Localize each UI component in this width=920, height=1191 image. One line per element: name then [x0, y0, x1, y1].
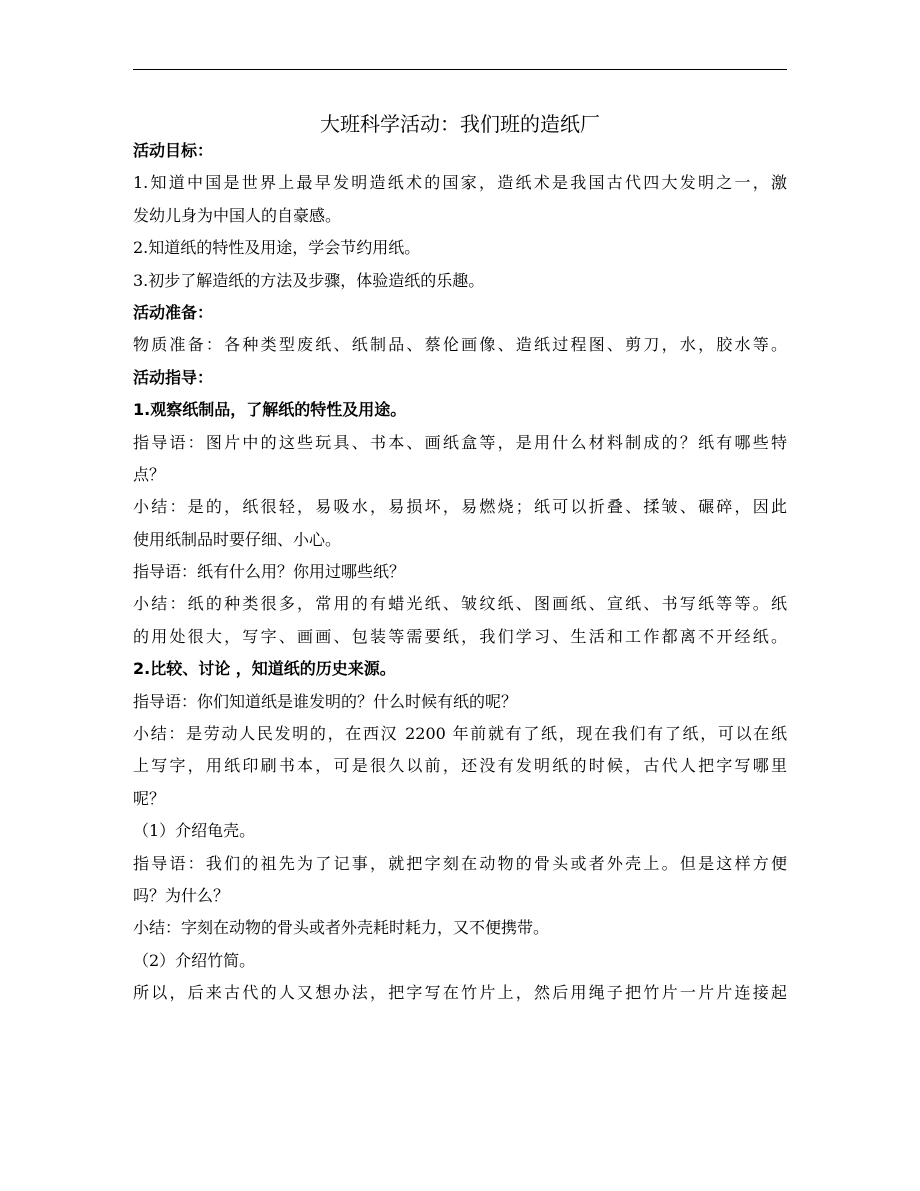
body-text-line: 指导语：纸有什么用？你用过哪些纸？: [133, 562, 406, 582]
body-text-line: 指导语：我们的祖先为了记事，就把字刻在动物的骨头或者外壳上。但是这样方便: [133, 853, 787, 873]
document-title: 大班科学活动：我们班的造纸厂: [320, 112, 600, 136]
body-text-line: 小结：字刻在动物的骨头或者外壳耗时耗力，又不便携带。: [133, 918, 550, 938]
section-heading: 1.观察纸制品，了解纸的特性及用途。: [133, 400, 407, 420]
body-text-line: 小结：是劳动人民发明的，在西汉 2200 年前就有了纸，现在我们有了纸，可以在纸: [133, 724, 787, 744]
document-body: [133, 135, 787, 1010]
section-heading: 活动目标：: [133, 141, 214, 160]
section-heading: 2.比较、讨论 ，知道纸的历史来源。: [133, 659, 396, 679]
body-text-line: 吗？为什么？: [133, 885, 230, 905]
section-heading: 活动指导：: [133, 367, 214, 387]
body-text-line: 的用处很大，写字、画画、包装等需要纸，我们学习、生活和工作都离不开经纸。: [133, 626, 787, 646]
body-text-line: 发幼儿身为中国人的自豪感。: [133, 205, 342, 225]
header-rule: [133, 69, 787, 70]
body-text-line: 上写字，用纸印刷书本，可是很久以前，还没有发明纸的时候，古代人把字写哪里: [133, 756, 787, 776]
body-text-line: （1）介绍龟壳。: [133, 821, 256, 841]
body-text-line: 点？: [133, 464, 166, 484]
body-text-line: 2.知道纸的特性及用途，学会节约用纸。: [133, 238, 421, 258]
body-text-line: 3.初步了解造纸的方法及步骤，体验造纸的乐趣。: [133, 270, 485, 290]
section-heading: 活动准备：: [133, 302, 214, 322]
body-text-line: 呢？: [133, 788, 166, 808]
body-text-line: （2）介绍竹简。: [133, 950, 256, 970]
body-text-line: 小结：纸的种类很多，常用的有蜡光纸、皱纹纸、图画纸、宣纸、书写纸等等。纸: [133, 594, 787, 614]
body-text-line: 小结：是的，纸很轻，易吸水，易损坏，易燃烧；纸可以折叠、揉皱、碾碎，因此: [133, 497, 787, 517]
body-text-line: 所以，后来古代的人又想办法，把字写在竹片上，然后用绳子把竹片一片片连接起: [133, 983, 787, 1003]
body-text-line: 指导语：你们知道纸是谁发明的？什么时候有纸的呢？: [133, 691, 518, 711]
body-text-line: 物质准备：各种类型废纸、纸制品、蔡伦画像、造纸过程图、剪刀，水，胶水等。: [133, 335, 787, 355]
body-text-line: 1.知道中国是世界上最早发明造纸术的国家，造纸术是我国古代四大发明之一，激: [133, 173, 787, 193]
body-text-line: 指导语：图片中的这些玩具、书本、画纸盒等，是用什么材料制成的？纸有哪些特: [133, 432, 787, 452]
body-text-line: 使用纸制品时要仔细、小心。: [133, 529, 342, 549]
